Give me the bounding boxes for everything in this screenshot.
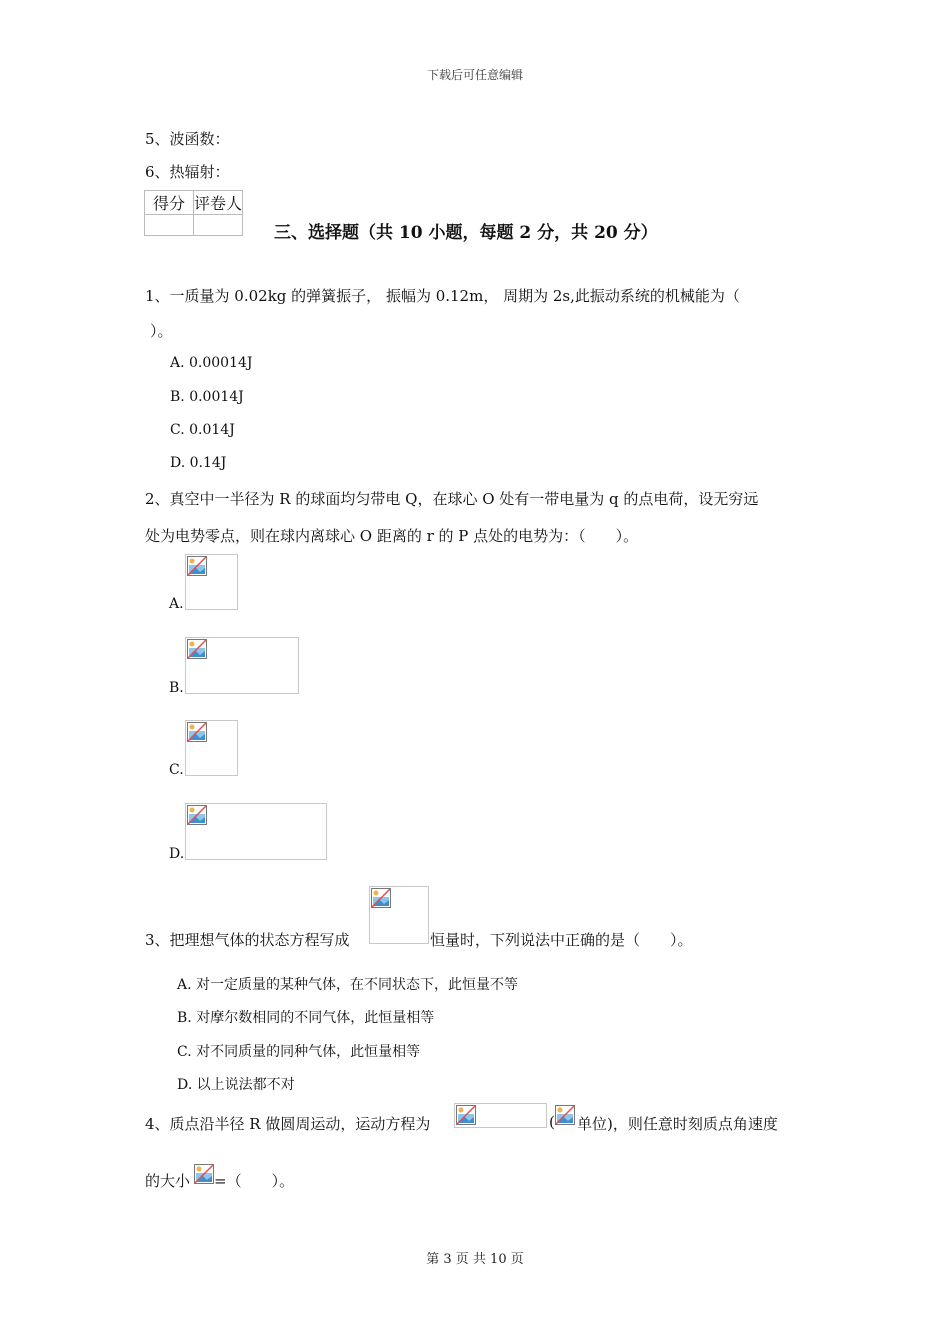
q1-option-a: A. 0.00014J bbox=[170, 355, 253, 371]
score-table bbox=[144, 190, 243, 236]
q4-unit-image bbox=[555, 1105, 575, 1129]
q2-option-b-label: B. bbox=[169, 680, 184, 696]
q3-option-a: A. 对一定质量的某种气体，在不同状态下，此恒量不等 bbox=[177, 977, 519, 993]
section-title: 三、选择题（共 10 小题，每题 2 分，共 20 分） bbox=[274, 223, 658, 243]
q2-option-c-label: C. bbox=[169, 762, 184, 778]
broken-image-icon bbox=[187, 722, 207, 742]
q2-option-b-image bbox=[185, 637, 299, 694]
question-6: 6、热辐射： bbox=[145, 163, 230, 181]
page-footer: 第 3 页 共 10 页 bbox=[426, 1252, 524, 1267]
q4-equation-image bbox=[454, 1103, 547, 1128]
broken-image-icon bbox=[194, 1164, 214, 1184]
q4-stem-part1: 4、质点沿半径 R 做圆周运动，运动方程为 bbox=[145, 1115, 431, 1133]
q2-option-d-image bbox=[185, 803, 327, 860]
q4-stem-part2: ( bbox=[549, 1113, 555, 1131]
q4-stem-line2-after: =（ ）。 bbox=[214, 1172, 295, 1190]
broken-image-icon bbox=[187, 805, 207, 825]
q3-option-d: D. 以上说法都不对 bbox=[177, 1077, 295, 1093]
q4-stem-line2-before: 的大小 bbox=[145, 1172, 191, 1190]
q3-option-c: C. 对不同质量的同种气体，此恒量相等 bbox=[177, 1044, 421, 1060]
grader-cell bbox=[194, 215, 243, 236]
q1-option-c: C. 0.014J bbox=[170, 422, 235, 438]
grader-header: 评卷人 bbox=[194, 191, 243, 215]
q1-stem-line1: 1、一质量为 0.02kg 的弹簧振子， 振幅为 0.12m， 周期为 2s,此振动系统的机械能为（ bbox=[145, 287, 740, 305]
broken-image-icon bbox=[187, 639, 207, 659]
broken-image-icon bbox=[187, 556, 207, 576]
q2-option-c-image bbox=[185, 720, 238, 776]
q1-option-d: D. 0.14J bbox=[170, 455, 227, 471]
q3-stem-after: 恒量时，下列说法中正确的是（ ）。 bbox=[430, 931, 693, 949]
question-5: 5、波函数： bbox=[145, 130, 230, 148]
q1-option-b: B. 0.0014J bbox=[170, 389, 244, 405]
broken-image-icon bbox=[371, 888, 391, 908]
q4-omega-image bbox=[194, 1164, 214, 1188]
broken-image-icon bbox=[456, 1105, 476, 1125]
page-header: 下载后可任意编辑 bbox=[426, 68, 523, 82]
q1-stem-line2: ）。 bbox=[150, 322, 173, 340]
q2-option-a-image bbox=[185, 554, 238, 610]
q2-option-d-label: D. bbox=[169, 846, 185, 862]
score-cell bbox=[145, 215, 194, 236]
q3-option-b: B. 对摩尔数相同的不同气体，此恒量相等 bbox=[177, 1010, 435, 1026]
q3-stem-before: 3、把理想气体的状态方程写成 bbox=[145, 931, 350, 949]
q2-stem-line1: 2、真空中一半径为 R 的球面均匀带电 Q，在球心 O 处有一带电量为 q 的点电荷，设无穷远 bbox=[145, 490, 759, 508]
q2-option-a-label: A. bbox=[169, 596, 184, 612]
score-header: 得分 bbox=[145, 191, 194, 215]
q2-stem-line2: 处为电势零点，则在球内离球心 O 距离的 r 的 P 点处的电势为：（ ）。 bbox=[145, 527, 639, 545]
q3-formula-image bbox=[369, 886, 429, 944]
q4-stem-part3: 单位)，则任意时刻质点角速度 bbox=[577, 1115, 778, 1133]
broken-image-icon bbox=[555, 1105, 575, 1125]
